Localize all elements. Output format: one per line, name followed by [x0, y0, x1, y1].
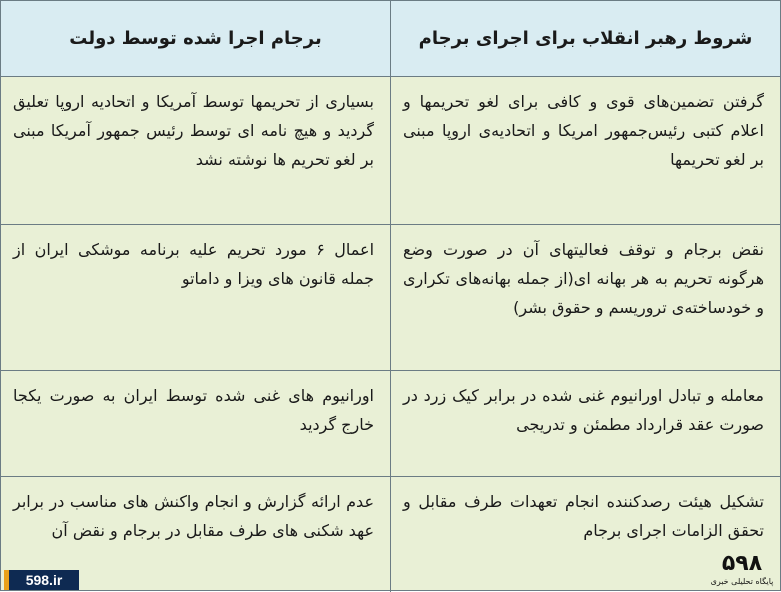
condition-cell: تشکیل هیئت رصدکننده انجام تعهدات طرف مقابل و تحقق الزامات اجرای برجام: [390, 477, 780, 592]
implementation-cell: اعمال ۶ مورد تحریم علیه برنامه موشکی ایران از جمله قانون های ویزا و داماتو: [1, 225, 390, 371]
site-brand-badge[interactable]: 598.ir: [4, 570, 79, 590]
condition-cell: گرفتن تضمین‌های قوی و کافی برای لغو تحریمها و اعلام کتبی رئیس‌جمهور امریکا و اتحادیه‌ی اروپا مبنی بر لغو تحریمها: [390, 77, 780, 225]
table-header-row: [1, 1, 780, 77]
condition-cell: معامله و تبادل اورانیوم غنی شده در برابر کیک زرد در صورت عقد قرارداد مطمئن و تدریجی: [390, 371, 780, 477]
implementation-cell: عدم ارائه گزارش و انجام واکنش های مناسب در برابر عهد شکنی های طرف مقابل در برجام و نقض آن: [13, 492, 374, 540]
table-row: [1, 77, 780, 225]
logo-caption: پایگاه تحلیلی خبری: [710, 577, 774, 586]
implementation-cell: اورانیوم های غنی شده توسط ایران به صورت یکجا خارج گردید: [1, 371, 390, 477]
implementation-cell: بسیاری از تحریمها توسط آمریکا و اتحادیه اروپا تعلیق گردید و هیچ نامه ای توسط رئیس جمهور آمریکا مبنی بر لغو تحریم ها نوشته نشد: [1, 77, 390, 225]
table-row: [1, 225, 780, 371]
logo-number: ۵۹۸: [721, 551, 763, 576]
condition-cell: نقض برجام و توقف فعالیتهای آن در صورت وضع هرگونه تحریم به هر بهانه ای(از جمله بهانه‌های تکراری و خودساخته‌ی تروریسم و حقوق بشر): [390, 225, 780, 371]
header-government-jcpoa: برجام اجرا شده توسط دولت: [1, 1, 390, 77]
site-logo: [706, 552, 778, 590]
header-leader-conditions: شروط رهبر انقلاب برای اجرای برجام: [390, 1, 780, 77]
table-row: [1, 371, 780, 477]
table-row: [1, 477, 780, 592]
